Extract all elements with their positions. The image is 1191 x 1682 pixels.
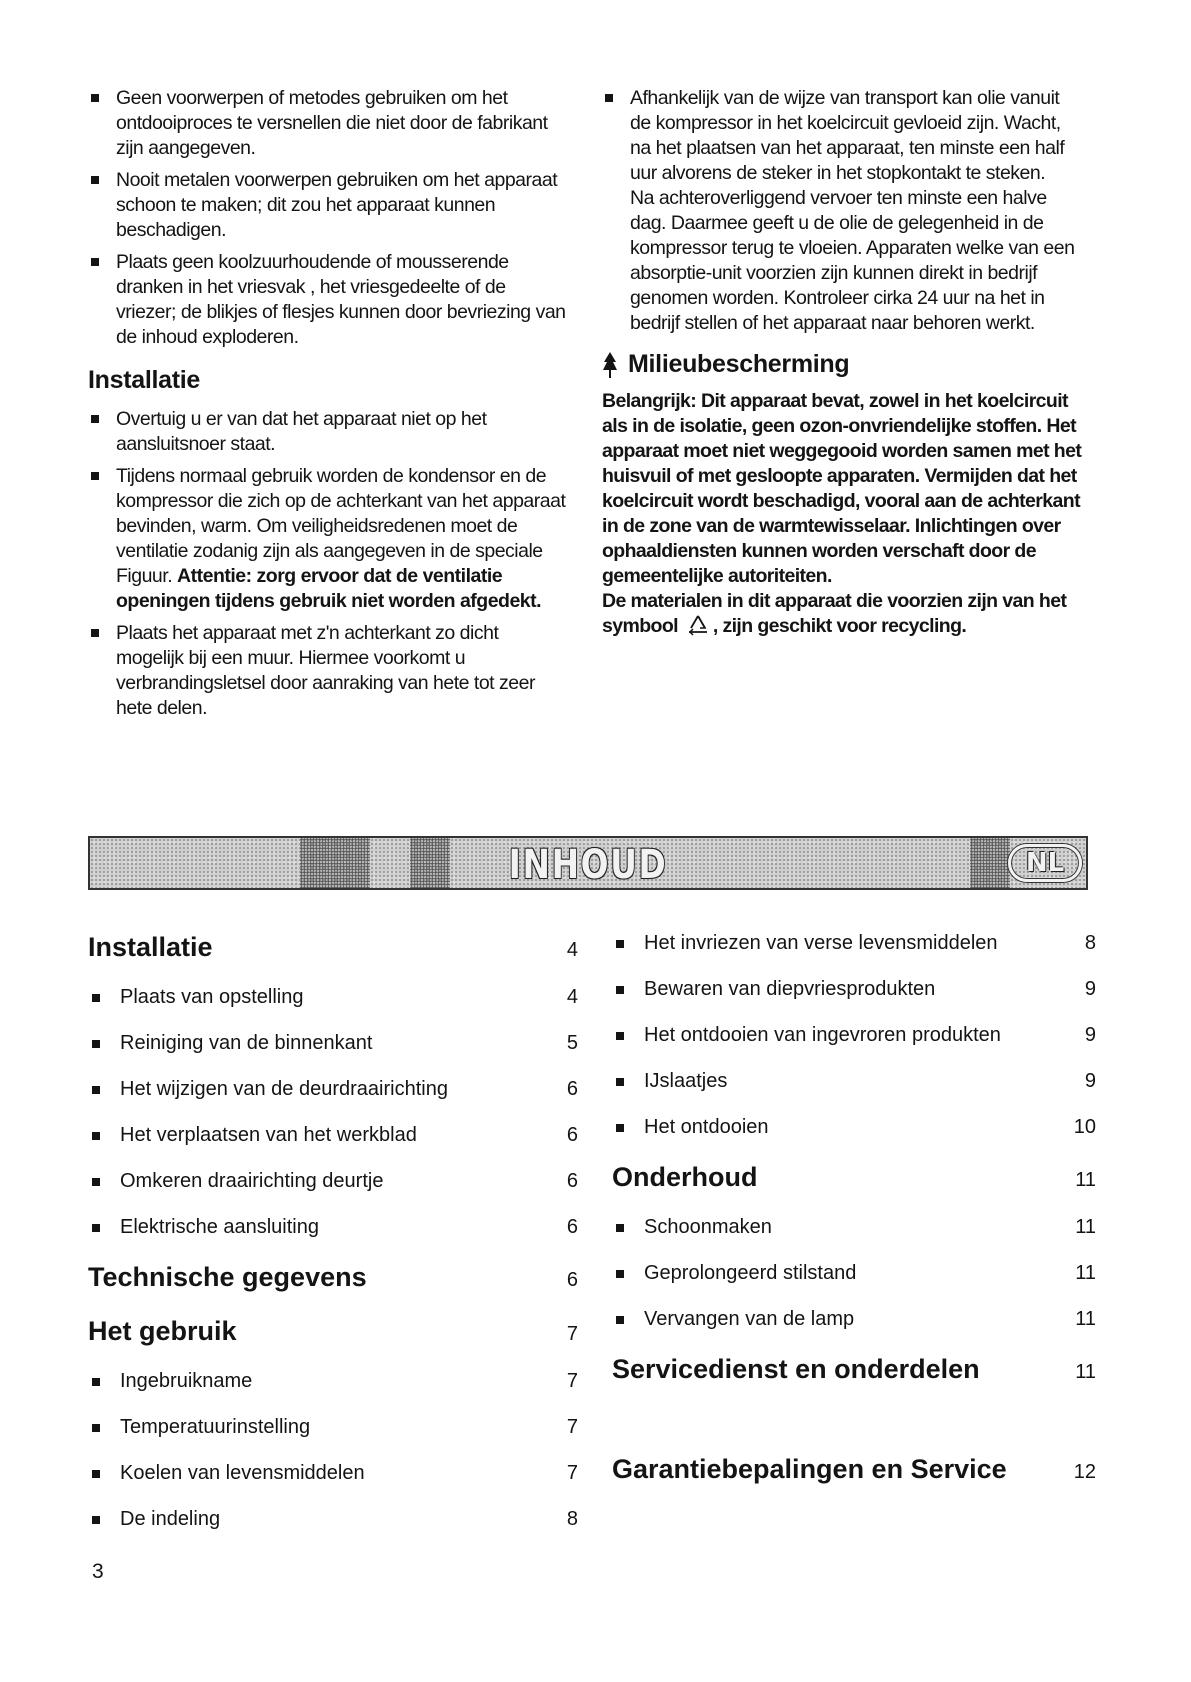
- toc-label: Elektrische aansluiting: [88, 1204, 319, 1250]
- bullet-square-icon: [91, 176, 99, 184]
- list-item: Overtuig u er van dat het apparaat niet op het aansluitsnoer staat.: [88, 407, 568, 457]
- toc-entry[interactable]: [88, 1158, 578, 1204]
- toc-entry[interactable]: [612, 966, 1096, 1012]
- toc-label: Omkeren draairichting deurtje: [88, 1158, 383, 1204]
- milieu-body: [602, 389, 1082, 639]
- toc-page-number: 8: [566, 1508, 578, 1530]
- toc-left-column: [88, 920, 578, 1542]
- toc-page-number: 9: [1084, 1070, 1096, 1092]
- bullet-square-icon: [92, 1470, 100, 1478]
- toc-page-number: 7: [566, 1370, 578, 1392]
- toc-page-number: 4: [566, 986, 578, 1008]
- toc-page-number: 11: [1075, 1262, 1096, 1284]
- toc-label: Het verplaatsen van het werkblad: [88, 1112, 417, 1158]
- toc-label: Temperatuurinstelling: [88, 1404, 310, 1450]
- toc-section-heading[interactable]: [612, 1442, 1096, 1496]
- bullet-square-icon: [91, 629, 99, 637]
- toc-page-number: 7: [566, 1462, 578, 1484]
- bullet-square-icon: [616, 986, 624, 994]
- toc-label: Onderhoud: [612, 1162, 758, 1192]
- recycling-paragraph: De materialen in dit apparaat die voorzien zijn van het symbool , zijn geschikt voor recycling.: [602, 590, 1067, 637]
- toc-section-heading[interactable]: [612, 1150, 1096, 1204]
- toc-page-number: 5: [566, 1032, 578, 1054]
- bullet-square-icon: [91, 94, 99, 102]
- toc-entry[interactable]: [88, 1496, 578, 1542]
- toc-entry[interactable]: [88, 1066, 578, 1112]
- transport-paragraph: Na achteroverliggend vervoer ten minste een halve dag. Daarmee geeft u de olie de gelegenheid in de kompressor terug te vloeien. Apparaten welke van een absorptie-unit voorzien zijn kunnen direkt in bedrijf genomen worden. Kontroleer cirka 24 uur na het in bedrijf stellen of het apparaat naar behoren werkt.: [630, 187, 1075, 334]
- toc-page-number: 9: [1084, 1024, 1096, 1046]
- bullet-square-icon: [92, 1132, 100, 1140]
- toc-label: Ingebruikname: [88, 1358, 252, 1404]
- toc-label: Het wijzigen van de deurdraairichting: [88, 1066, 448, 1112]
- toc-entry[interactable]: [612, 1058, 1096, 1104]
- bullet-square-icon: [92, 1086, 100, 1094]
- toc-label: Reiniging van de binnenkant: [88, 1020, 372, 1066]
- toc-page-number: 11: [1075, 1361, 1096, 1383]
- left-column: [88, 86, 568, 728]
- toc-page-number: 11: [1075, 1216, 1096, 1238]
- installatie-heading: Installatie: [88, 366, 201, 394]
- toc-label: Het ontdooien van ingevroren produkten: [612, 1012, 1001, 1058]
- bullet-square-icon: [92, 1178, 100, 1186]
- banner-title: INHOUD: [508, 842, 668, 888]
- toc-entry[interactable]: [88, 1358, 578, 1404]
- toc-page-number: 11: [1075, 1308, 1096, 1330]
- toc-entry[interactable]: [612, 1104, 1096, 1150]
- toc-entry[interactable]: [612, 920, 1096, 966]
- toc-page-number: 6: [566, 1124, 578, 1146]
- installatie-list: [88, 407, 568, 721]
- toc-page-number: 8: [1084, 932, 1096, 954]
- toc-page-number: 6: [566, 1216, 578, 1238]
- tree-icon: [602, 352, 618, 378]
- bullet-square-icon: [616, 1078, 624, 1086]
- toc-entry[interactable]: [612, 1250, 1096, 1296]
- toc-entry[interactable]: [88, 974, 578, 1020]
- toc-label: Installatie: [88, 932, 213, 962]
- bullet-square-icon: [616, 1224, 624, 1232]
- toc-section-heading[interactable]: [88, 920, 578, 974]
- list-item: Nooit metalen voorwerpen gebruiken om het apparaat schoon te maken; dit zou het apparaat kunnen beschadigen.: [88, 168, 568, 243]
- toc-page-number: 12: [1073, 1461, 1096, 1483]
- language-badge: NL: [1008, 844, 1082, 882]
- bullet-square-icon: [605, 94, 613, 102]
- bullet-square-icon: [92, 1424, 100, 1432]
- bullet-square-icon: [92, 1224, 100, 1232]
- list-item: Afhankelijk van de wijze van transport kan olie vanuit de kompressor in het koelcircuit gevloeid zijn. Wacht, na het plaatsen van het apparaat, ten minste een half uur alvorens de steker in het stopkontakt te steken.: [602, 86, 1082, 186]
- toc-page-number: 6: [566, 1078, 578, 1100]
- toc-page-number: 11: [1075, 1169, 1096, 1191]
- bullet-square-icon: [92, 1516, 100, 1524]
- bullet-square-icon: [616, 1124, 624, 1132]
- list-item: Plaats het apparaat met z'n achterkant zo dicht mogelijk bij een muur. Hiermee voorkomt u verbrandingsletsel door aanraking van hete tot zeer hete delen.: [88, 621, 568, 721]
- page-number: 3: [92, 1560, 104, 1583]
- list-item: Plaats geen koolzuurhoudende of mousserende dranken in het vriesvak , het vriesgedeelte of de vriezer; de blikjes of flesjes kunnen door bevriezing van de inhoud exploderen.: [88, 250, 568, 350]
- safety-list: [88, 86, 568, 350]
- right-column: [602, 86, 1082, 639]
- bullet-square-icon: [91, 258, 99, 266]
- attention-note: Attentie: zorg ervoor dat de ventilatie openingen tijdens gebruik niet worden afgedekt.: [116, 565, 542, 612]
- bullet-square-icon: [92, 1378, 100, 1386]
- list-item: Tijdens normaal gebruik worden de kondensor en de kompressor die zich op de achterkant van het apparaat bevinden, warm. Om veiligheidsredenen moet de ventilatie zodanig zijn als aangegeven in de speciale Figuur. Attentie: zorg ervoor dat de ventilatie openingen tijdens gebruik niet worden afgedekt.: [88, 464, 568, 614]
- list-item: Geen voorwerpen of metodes gebruiken om het ontdooiproces te versnellen die niet door de fabrikant zijn aangegeven.: [88, 86, 568, 161]
- toc-label: Plaats van opstelling: [88, 974, 303, 1020]
- toc-page-number: 9: [1084, 978, 1096, 1000]
- bullet-square-icon: [616, 1316, 624, 1324]
- toc-spacer: [612, 1396, 1096, 1442]
- recycle-icon: [685, 614, 711, 636]
- toc-label: De indeling: [88, 1496, 220, 1542]
- bullet-square-icon: [92, 1040, 100, 1048]
- toc-entry[interactable]: [612, 1204, 1096, 1250]
- toc-page-number: 7: [566, 1416, 578, 1438]
- toc-entry[interactable]: [612, 1012, 1096, 1058]
- bullet-square-icon: [91, 415, 99, 423]
- toc-entry[interactable]: [88, 1204, 578, 1250]
- toc-section-heading[interactable]: [88, 1250, 578, 1304]
- toc-page-number: 7: [566, 1323, 578, 1345]
- toc-entry[interactable]: [88, 1112, 578, 1158]
- toc-label: Geprolongeerd stilstand: [612, 1250, 856, 1296]
- toc-page-number: 10: [1073, 1116, 1096, 1138]
- milieu-paragraph: Belangrijk: Dit apparaat bevat, zowel in het koelcircuit als in de isolatie, geen ozon-onvriendelijke stoffen. Het apparaat moet niet weggegooid worden samen met het huisvuil of met gesloopte apparaten. Vermijden dat het koelcircuit wordt beschadigd, vooral aan de achterkant in de zone van de warmtewisselaar. Inlichtingen over ophaaldiensten kunnen worden verschaft door de gemeentelijke autoriteiten.: [602, 390, 1082, 587]
- toc-label: Garantiebepalingen en Service: [612, 1454, 1007, 1484]
- toc-page-number: 6: [566, 1269, 578, 1291]
- toc-label: Technische gegevens: [88, 1262, 367, 1292]
- toc-section-heading[interactable]: [88, 1304, 578, 1358]
- toc-page-number: 4: [566, 939, 578, 961]
- toc-right-column: [612, 920, 1096, 1496]
- toc-label: Het invriezen van verse levensmiddelen: [612, 920, 998, 966]
- toc-label: Schoonmaken: [612, 1204, 772, 1250]
- bullet-square-icon: [616, 1270, 624, 1278]
- milieu-heading: Milieubescherming: [602, 350, 1082, 379]
- toc-section-heading[interactable]: [612, 1342, 1096, 1396]
- bullet-square-icon: [616, 1032, 624, 1040]
- toc-label: Servicedienst en onderdelen: [612, 1354, 980, 1384]
- toc-label: Het gebruik: [88, 1316, 237, 1346]
- bullet-square-icon: [91, 472, 99, 480]
- inhoud-banner: [88, 836, 1088, 890]
- toc-label: Koelen van levensmiddelen: [88, 1450, 365, 1496]
- toc-label: IJslaatjes: [612, 1058, 727, 1104]
- toc-label: Het ontdooien: [612, 1104, 769, 1150]
- toc-entry[interactable]: [88, 1020, 578, 1066]
- toc-entry[interactable]: [88, 1404, 578, 1450]
- toc-label: Bewaren van diepvriesprodukten: [612, 966, 935, 1012]
- toc-entry[interactable]: [88, 1450, 578, 1496]
- bullet-square-icon: [92, 994, 100, 1002]
- toc-page-number: 6: [566, 1170, 578, 1192]
- toc-entry[interactable]: [612, 1296, 1096, 1342]
- transport-list: [602, 86, 1082, 186]
- toc-label: Vervangen van de lamp: [612, 1296, 854, 1342]
- bullet-square-icon: [616, 940, 624, 948]
